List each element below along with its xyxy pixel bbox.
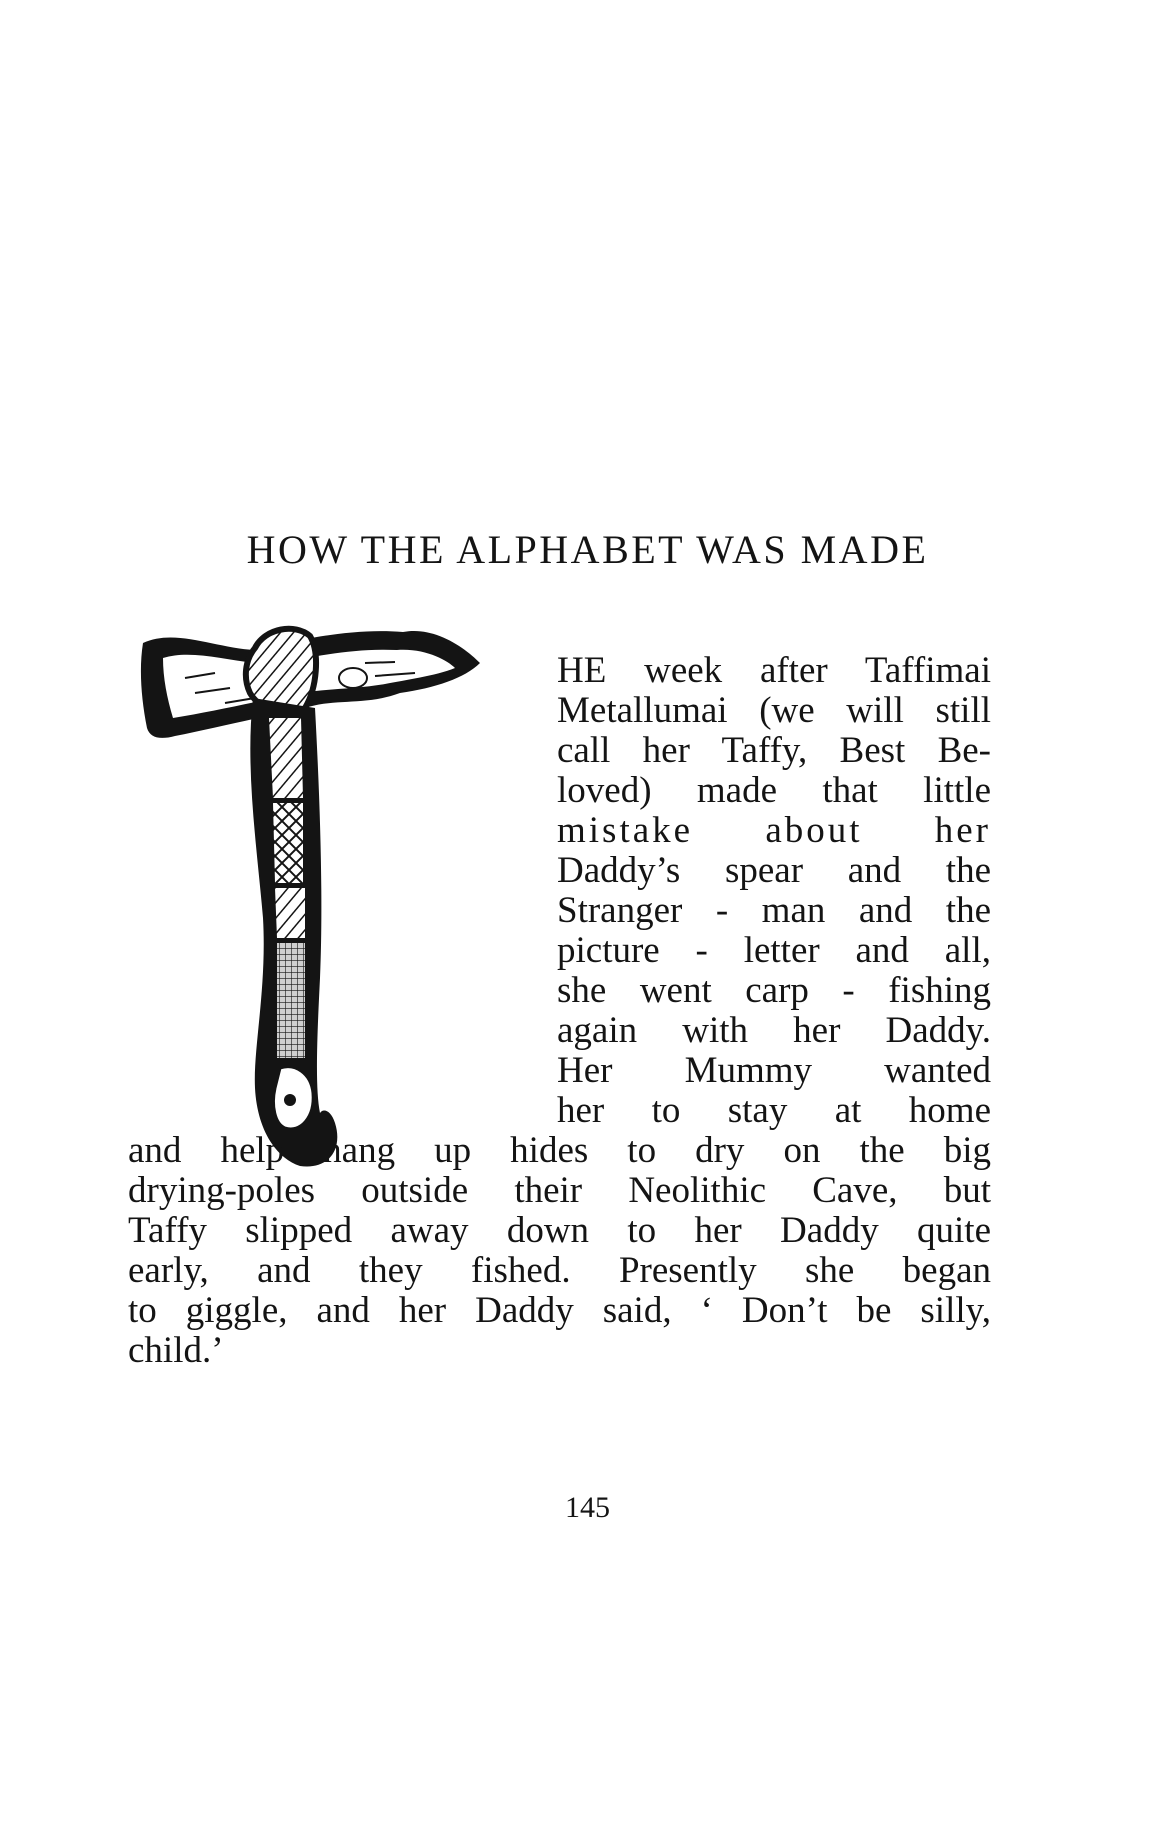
text-line: she went carp - fishing bbox=[557, 970, 991, 1011]
text-line: call her Taffy, Best Be- bbox=[557, 730, 991, 771]
text-line: to giggle, and her Daddy said, ‘ Don’t be silly, bbox=[128, 1290, 991, 1331]
text-line: mistake about her bbox=[557, 810, 991, 851]
text-line: drying-poles outside their Neolithic Cave, but bbox=[128, 1170, 991, 1211]
text-line: loved) made that little bbox=[557, 770, 991, 811]
text-line: child.’ bbox=[128, 1330, 224, 1371]
chapter-title: HOW THE ALPHABET WAS MADE bbox=[246, 527, 929, 572]
text-line: HE week after Taffimai bbox=[557, 650, 991, 691]
text-line: Metallumai (we will still bbox=[557, 690, 991, 731]
text-line: and help hang up hides to dry on the big bbox=[128, 1130, 991, 1171]
page-number: 145 bbox=[565, 1491, 610, 1524]
text-line: picture - letter and all, bbox=[557, 930, 991, 971]
text-line: her to stay at home bbox=[557, 1090, 991, 1131]
text-line: early, and they fished. Presently she began bbox=[128, 1250, 991, 1291]
text-line: Daddy’s spear and the bbox=[557, 850, 991, 891]
text-line: again with her Daddy. bbox=[557, 1010, 991, 1051]
text-line: Stranger - man and the bbox=[557, 890, 991, 931]
text-line: Her Mummy wanted bbox=[557, 1050, 991, 1091]
stone-axe-initial-icon bbox=[135, 618, 535, 1173]
text-line: Taffy slipped away down to her Daddy quite bbox=[128, 1210, 991, 1251]
